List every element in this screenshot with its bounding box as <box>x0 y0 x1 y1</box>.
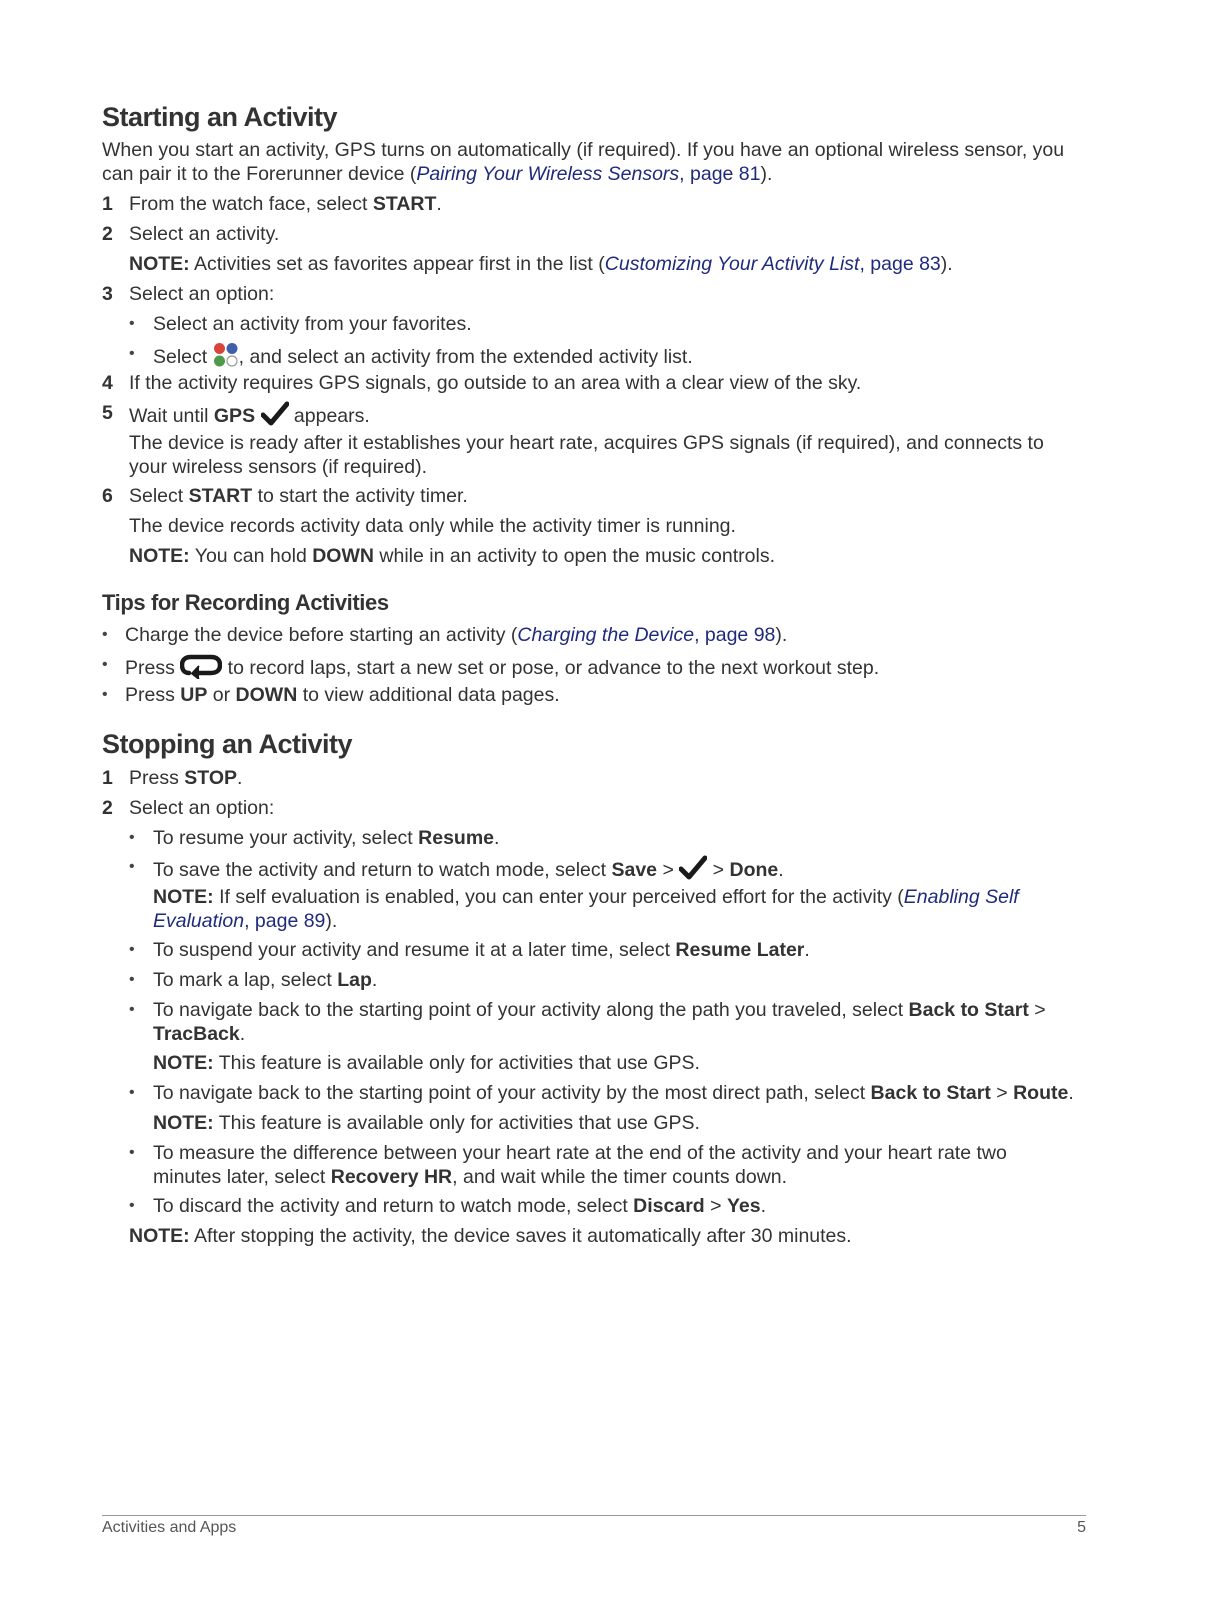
paragraph: your wireless sensors (if required). <box>129 456 428 478</box>
option-text: To suspend your activity and resume it at a later time, select Resume Later. <box>153 939 810 961</box>
intro-line-1: When you start an activity, GPS turns on automatically (if required). If you have an optional wireless sensor, you <box>102 139 1065 161</box>
note: NOTE: If self evaluation is enabled, you can enter your perceived effort for the activity (Enabling Self <box>153 886 1019 908</box>
bullet: • <box>129 858 135 875</box>
option-text: To navigate back to the starting point of your activity along the path you traveled, select Back to Start > <box>153 999 1046 1021</box>
note: NOTE: This feature is available only for activities that use GPS. <box>153 1052 700 1074</box>
paragraph: The device records activity data only while the activity timer is running. <box>129 515 736 537</box>
step-number: 4 <box>102 372 113 394</box>
step-text: Select an option: <box>129 283 275 305</box>
option-text: Select an activity from your favorites. <box>153 313 472 335</box>
step-number: 1 <box>102 193 113 215</box>
footer-page-number: 5 <box>1077 1519 1086 1536</box>
tip-text: Press to record laps, start a new set or pose, or advance to the next workout step. <box>125 653 879 685</box>
step-text: Press STOP. <box>129 767 243 789</box>
tip-text: Charge the device before starting an activity (Charging the Device, page 98). <box>125 624 788 646</box>
note: NOTE: After stopping the activity, the device saves it automatically after 30 minutes. <box>129 1225 852 1247</box>
checkmark-icon <box>679 855 707 887</box>
tip-text: Press UP or DOWN to view additional data pages. <box>125 684 560 706</box>
link-enabling-self-evaluation[interactable]: Evaluation, page 89 <box>153 910 326 932</box>
link-pairing-sensors[interactable]: Pairing Your Wireless Sensors, page 81 <box>416 163 761 185</box>
footer-divider <box>102 1515 1086 1516</box>
bullet: • <box>129 345 135 362</box>
step-number: 2 <box>102 223 113 245</box>
heading-stopping-activity: Stopping an Activity <box>102 729 353 759</box>
activity-menu-icon <box>213 342 239 374</box>
step-text: Wait until GPS appears. <box>129 401 370 433</box>
step-text: From the watch face, select START. <box>129 193 442 215</box>
intro-line-2: can pair it to the Forerunner device (Pairing Your Wireless Sensors, page 81). <box>102 163 773 185</box>
bullet: • <box>129 941 135 958</box>
link-charging-device[interactable]: Charging the Device, page 98 <box>517 624 776 646</box>
step-text: Select START to start the activity timer. <box>129 485 468 507</box>
step-number: 1 <box>102 767 113 789</box>
bullet: • <box>129 315 135 332</box>
step-text: Select an option: <box>129 797 275 819</box>
footer-section-name: Activities and Apps <box>102 1519 237 1536</box>
option-text-continued: minutes later, select Recovery HR, and wait while the timer counts down. <box>153 1166 788 1188</box>
heading-tips: Tips for Recording Activities <box>102 590 389 615</box>
heading-starting-activity: Starting an Activity <box>102 102 338 132</box>
option-text-continued: TracBack. <box>153 1023 246 1045</box>
bullet: • <box>102 656 108 673</box>
checkmark-icon <box>261 401 289 433</box>
step-number: 5 <box>102 402 113 424</box>
option-text: To resume your activity, select Resume. <box>153 827 500 849</box>
bullet: • <box>129 1001 135 1018</box>
step-text: If the activity requires GPS signals, go outside to an area with a clear view of the sky. <box>129 372 862 394</box>
bullet: • <box>102 686 108 703</box>
option-text: To measure the difference between your heart rate at the end of the activity and your heart rate two <box>153 1142 1007 1164</box>
option-text: To navigate back to the starting point of your activity by the most direct path, select Back to Start > Route. <box>153 1082 1074 1104</box>
bullet: • <box>129 1084 135 1101</box>
step-number: 2 <box>102 797 113 819</box>
option-text: To mark a lap, select Lap. <box>153 969 378 991</box>
note: NOTE: Activities set as favorites appear first in the list (Customizing Your Activity List, page 83). <box>129 253 953 275</box>
note-continued: Evaluation, page 89). <box>153 910 338 932</box>
bullet: • <box>129 829 135 846</box>
step-number: 3 <box>102 283 113 305</box>
bullet: • <box>129 1144 135 1161</box>
paragraph: The device is ready after it establishes your heart rate, acquires GPS signals (if required), and connects to <box>129 432 1044 454</box>
option-text: To discard the activity and return to watch mode, select Discard > Yes. <box>153 1195 766 1217</box>
bullet: • <box>129 971 135 988</box>
link-enabling-self-evaluation[interactable]: Enabling Self <box>903 886 1019 908</box>
step-text: Select an activity. <box>129 223 280 245</box>
bullet: • <box>102 626 108 643</box>
bullet: • <box>129 1197 135 1214</box>
step-number: 6 <box>102 485 113 507</box>
lap-key-icon <box>180 653 222 685</box>
option-text: Select , and select an activity from the extended activity list. <box>153 342 693 374</box>
note: NOTE: This feature is available only for activities that use GPS. <box>153 1112 700 1134</box>
link-customizing-activity-list[interactable]: Customizing Your Activity List, page 83 <box>604 253 941 275</box>
note: NOTE: You can hold DOWN while in an activity to open the music controls. <box>129 545 775 567</box>
option-text: To save the activity and return to watch mode, select Save > > Done. <box>153 855 784 887</box>
